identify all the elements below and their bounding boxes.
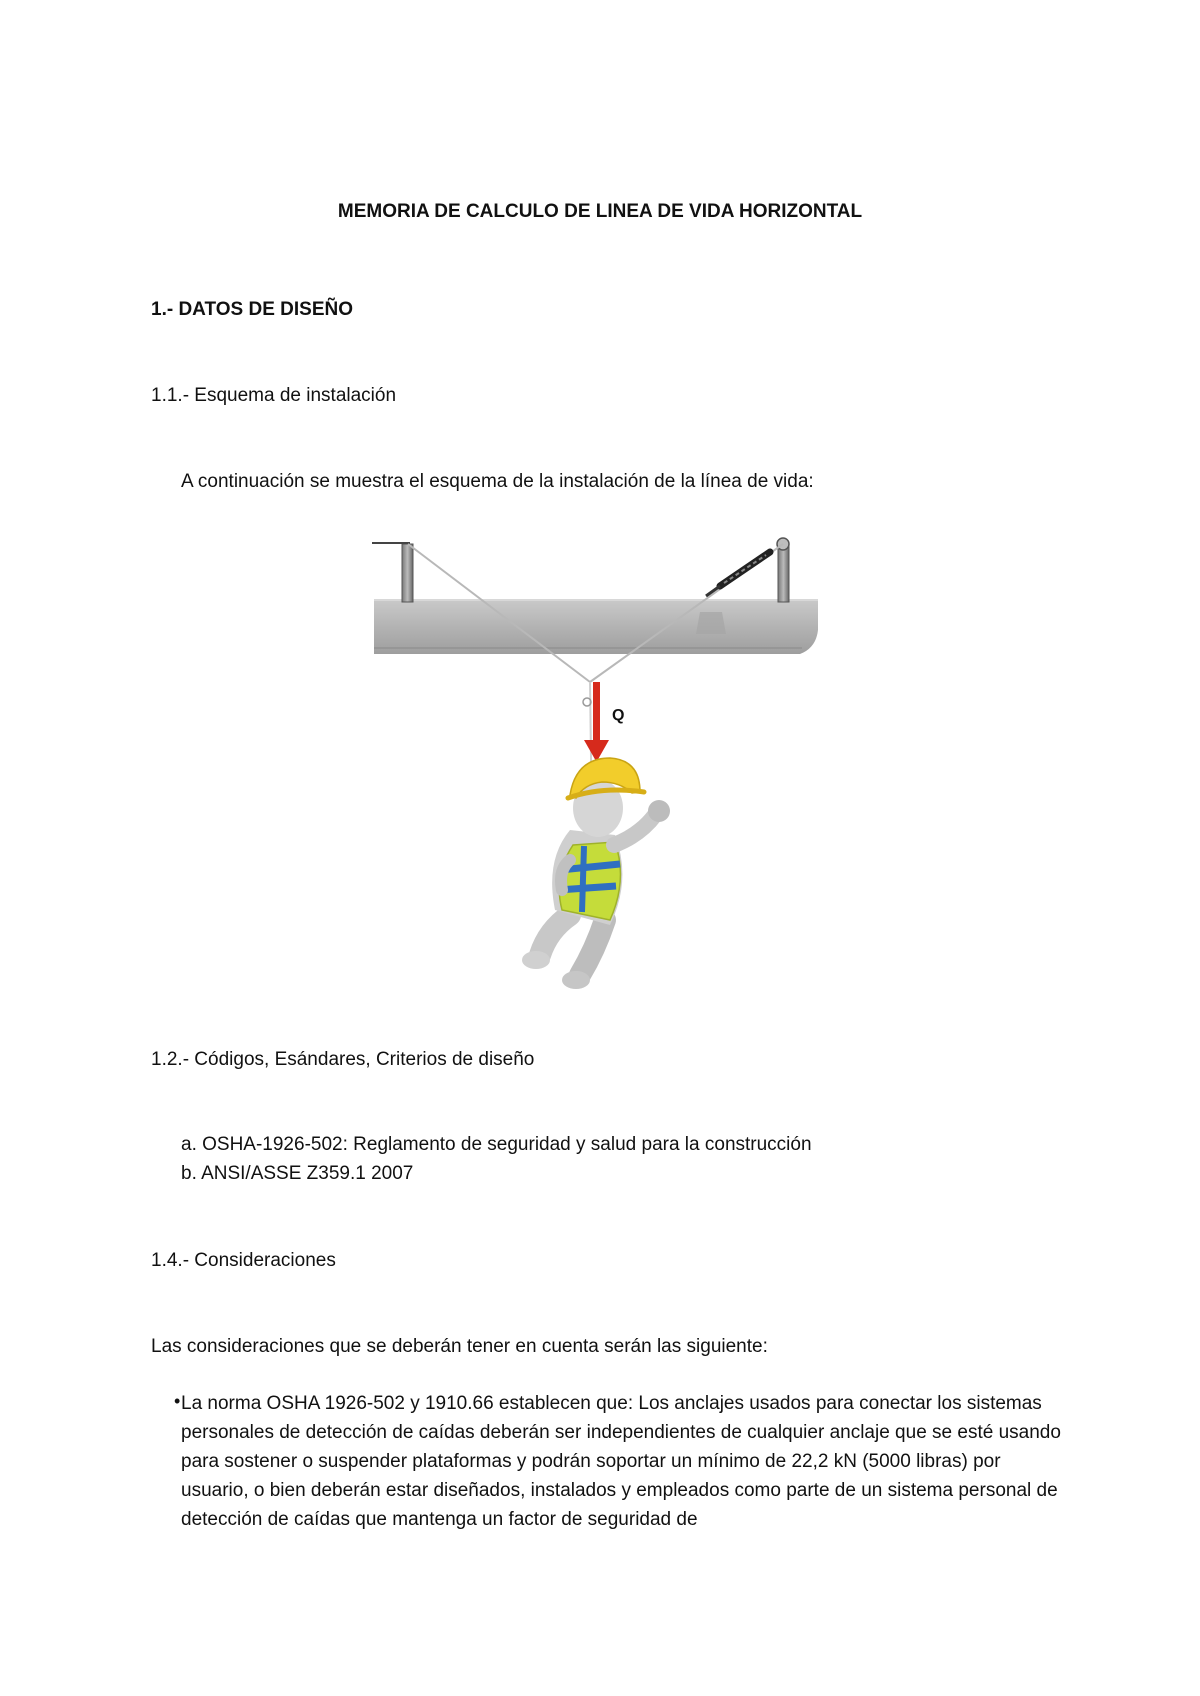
section-heading-datos-diseno: 1.- DATOS DE DISEÑO xyxy=(151,299,353,320)
subsection-heading-consideraciones: 1.4.- Consideraciones xyxy=(151,1250,336,1271)
code-item-ansi: b. ANSI/ASSE Z359.1 2007 xyxy=(181,1163,414,1184)
worker-figure xyxy=(522,758,670,989)
load-label-q: Q xyxy=(612,707,625,724)
load-arrow xyxy=(584,682,609,762)
subsection-heading-codigos: 1.2.- Códigos, Esándares, Criterios de diseño xyxy=(151,1049,535,1070)
document-title: MEMORIA DE CALCULO DE LINEA DE VIDA HORIZONTAL xyxy=(337,201,863,222)
bullet-item-osha-anchors: La norma OSHA 1926-502 y 1910.66 establecen que: Los anclajes usados para conectar los sistemas personales de detección de caídas deberán ser independientes de cualquier anclaje que se esté usando para sostener o suspender plataformas y podrán soportar un mínimo de 22,2 kN (5000 libras) por usuario, o bien deberán estar diseñados, instalados y empleados como parte de un sistema personal de detección de caídas que mantenga un factor de seguridad de xyxy=(181,1393,1061,1530)
anchor-post-left xyxy=(372,543,413,602)
code-item-osha: a. OSHA-1926-502: Reglamento de seguridad y salud para la construcción xyxy=(181,1134,812,1155)
installation-diagram xyxy=(370,530,830,1005)
bullet-marker: • xyxy=(174,1391,181,1411)
esquema-intro-text: A continuación se muestra el esquema de la instalación de la línea de vida: xyxy=(181,471,814,492)
tensioner-device xyxy=(706,552,770,596)
beam xyxy=(374,600,818,654)
subsection-heading-esquema: 1.1.- Esquema de instalación xyxy=(151,385,397,406)
consideraciones-intro-text: Las consideraciones que se deberán tener en cuenta serán las siguiente: xyxy=(151,1336,768,1357)
